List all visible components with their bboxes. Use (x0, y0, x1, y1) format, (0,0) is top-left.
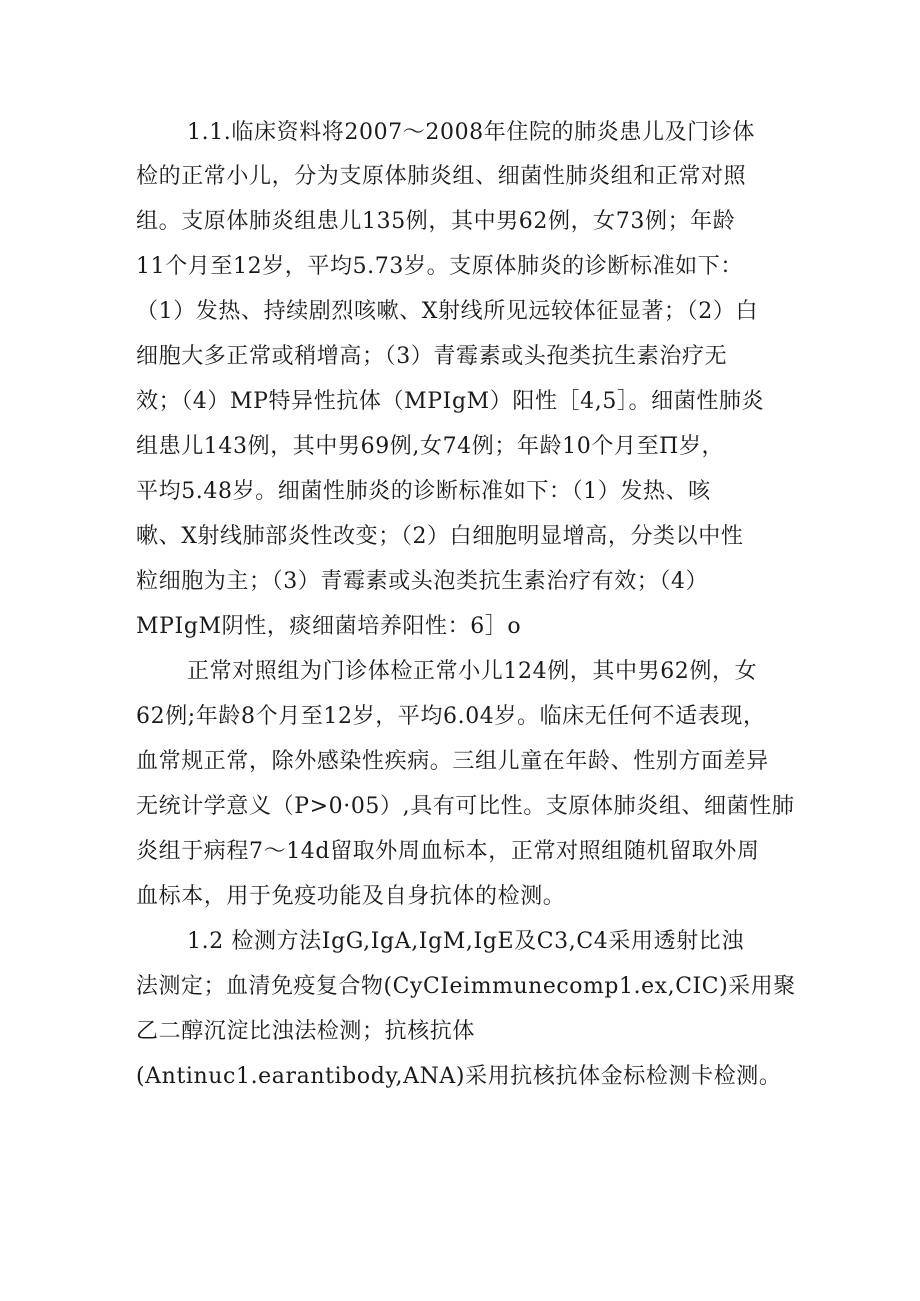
text-line: （1）发热、持续剧烈咳嗽、X射线所见远较体征显著；（2）白 (136, 299, 759, 324)
text-line: 细胞大多正常或稍增高；（3）青霉素或头孢类抗生素治疗无 (136, 344, 728, 369)
text-line: 血常规正常，除外感染性疾病。三组儿童在年龄、性别方面差异 (136, 749, 769, 774)
text-line: 无统计学意义（P>0·05）,具有可比性。支原体肺炎组、细菌性肺 (136, 794, 795, 819)
text-line: 组。支原体肺炎组患儿135例，其中男62例，女73例；年龄 (136, 209, 736, 234)
text-line: (Antinuc1.earantibody,ANA)采用抗核抗体金标检测卡检测。 (136, 1064, 782, 1089)
text-line: 正常对照组为门诊体检正常小儿124例，其中男62例，女 (187, 659, 758, 684)
text-line: 62例;年龄8个月至12岁，平均6.04岁。临床无任何不适表现， (136, 704, 766, 729)
text-line: 效；（4）MP特异性抗体（MPIgM）阳性［4,5］。细菌性肺炎 (136, 389, 765, 414)
text-line: 乙二醇沉淀比浊法检测；抗核抗体 (136, 1019, 476, 1044)
text-line: 法测定；血清免疫复合物(CyCIeimmunecomp1.ex,CIC)采用聚 (136, 974, 796, 999)
text-line: 粒细胞为主；（3）青霉素或头泡类抗生素治疗有效；（4） (136, 569, 709, 594)
text-line: 1.1.临床资料将2007～2008年住院的肺炎患儿及门诊体 (187, 120, 755, 145)
text-line: 1.2 检测方法IgG,IgA,IgM,IgE及C3,C4采用透射比浊 (187, 929, 744, 954)
text-line: MPIgM阴性，痰细菌培养阳性：6］o (136, 614, 522, 639)
text-line: 血标本，用于免疫功能及自身抗体的检测。 (136, 884, 566, 909)
text-line: 11个月至12岁，平均5.73岁。支原体肺炎的诊断标准如下： (136, 254, 743, 279)
text-line: 平均5.48岁。细菌性肺炎的诊断标准如下：（1）发热、咳 (136, 479, 711, 504)
text-line: 炎组于病程7～14d留取外周血标本，正常对照组随机留取外周 (136, 839, 760, 864)
text-line: 检的正常小儿，分为支原体肺炎组、细菌性肺炎组和正常对照 (136, 164, 747, 189)
text-line: 嗽、X射线肺部炎性改变；（2）白细胞明显增高，分类以中性 (136, 524, 744, 549)
text-line: 组患儿143例，其中男69例,女74例；年龄10个月至Π岁， (136, 434, 725, 459)
